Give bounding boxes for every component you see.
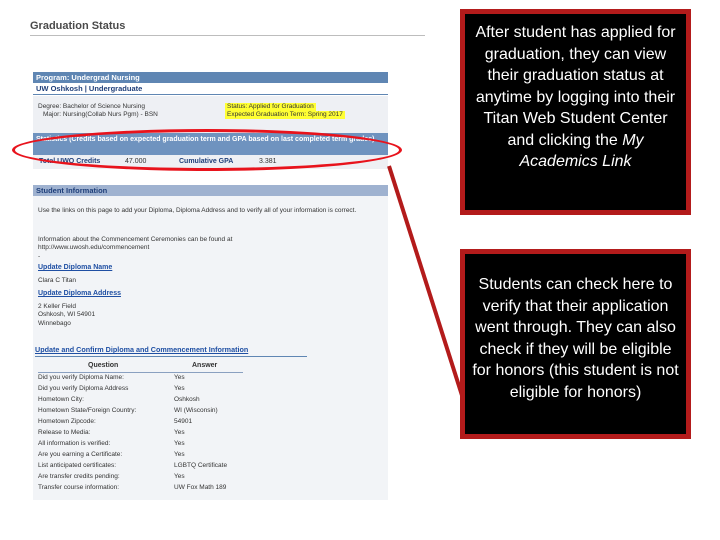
- ceremony-text: Information about the Commencement Ceremonies can be found at: [38, 236, 233, 243]
- answer-cell: Oshkosh: [174, 396, 200, 403]
- separator-dash: -: [38, 253, 41, 260]
- institution-label: UW Oshkosh | Undergraduate: [33, 83, 388, 94]
- question-cell: Hometown City:: [38, 396, 84, 403]
- answer-cell: Yes: [174, 374, 185, 381]
- answer-cell: LGBTQ Certificate: [174, 462, 228, 469]
- question-cell: Release to Media:: [38, 429, 91, 436]
- gpa-value: 3.381: [259, 158, 277, 165]
- answer-cell: Yes: [174, 440, 185, 447]
- student-info-header: Student Information: [33, 185, 388, 196]
- question-cell: All information is verified:: [38, 440, 111, 447]
- callout-graduation-status: [460, 9, 691, 215]
- statistics-header: Statistics (Credits based on expected graduation term and GPA based on last completed term grades): [33, 133, 388, 155]
- address-line-1: 2 Keller Field: [38, 303, 76, 310]
- page-title: Graduation Status: [30, 20, 126, 32]
- callout-1-italic-link: My Academics Link: [519, 131, 644, 170]
- callout-2-text: Students can check here to verify that their application went through. They can also check if they will be eligible for honors (this student is not eligible for honors): [472, 276, 679, 401]
- question-cell: Did you verify Diploma Name:: [38, 374, 124, 381]
- credits-label: Total UWO Credits: [39, 158, 101, 165]
- question-cell: Hometown State/Foreign Country:: [38, 407, 137, 414]
- callout-1-text: After student has applied for graduation, they can view their graduation status at anytime by logging into their Titan Web Student Center and clicking the: [475, 24, 676, 149]
- question-cell: Hometown Zipcode:: [38, 418, 96, 425]
- question-cell: Are transfer credits pending:: [38, 473, 120, 480]
- graduation-status: Status: Applied for Graduation: [227, 103, 314, 110]
- answer-cell: UW Fox Math 189: [174, 484, 227, 491]
- question-cell: List anticipated certificates:: [38, 462, 117, 469]
- confirm-diploma-info-link[interactable]: Update and Confirm Diploma and Commencement Information: [35, 345, 249, 354]
- question-cell: Are you earning a Certificate:: [38, 451, 123, 458]
- answer-cell: Yes: [174, 385, 185, 392]
- answer-cell: 54901: [174, 418, 193, 425]
- diploma-name: Clara C Titan: [38, 277, 76, 284]
- credits-value: 47.000: [125, 158, 147, 165]
- student-info-intro: Use the links on this page to add your Diploma, Diploma Address and to verify all of your information is correct.: [38, 207, 357, 214]
- degree-text: Degree: Bachelor of Science Nursing: [38, 103, 145, 110]
- connector-line: [389, 166, 466, 408]
- answer-cell: Yes: [174, 473, 185, 480]
- question-cell: Transfer course information:: [38, 484, 120, 491]
- answer-column-header: Answer: [192, 362, 218, 369]
- answer-cell: Yes: [174, 451, 185, 458]
- answer-cell: Yes: [174, 429, 185, 436]
- address-line-3: Winnebago: [38, 320, 71, 327]
- update-diploma-name-link[interactable]: Update Diploma Name: [38, 264, 113, 271]
- gpa-label: Cumulative GPA: [179, 158, 234, 165]
- callout-honors-check: [460, 249, 691, 439]
- program-header: Program: Undergrad Nursing: [33, 72, 388, 83]
- expected-graduation-term: Expected Graduation Term: Spring 2017: [227, 111, 343, 118]
- question-column-header: Question: [88, 362, 119, 369]
- ceremony-url[interactable]: http://www.uwosh.edu/commencement: [38, 244, 150, 251]
- answer-cell: WI (Wisconsin): [174, 407, 218, 414]
- update-diploma-address-link[interactable]: Update Diploma Address: [38, 290, 121, 297]
- address-line-2: Oshkosh, WI 54901: [38, 311, 96, 318]
- question-cell: Did you verify Diploma Address: [38, 385, 129, 392]
- major-text: Major: Nursing(Collab Nurs Pgm) - BSN: [43, 111, 158, 118]
